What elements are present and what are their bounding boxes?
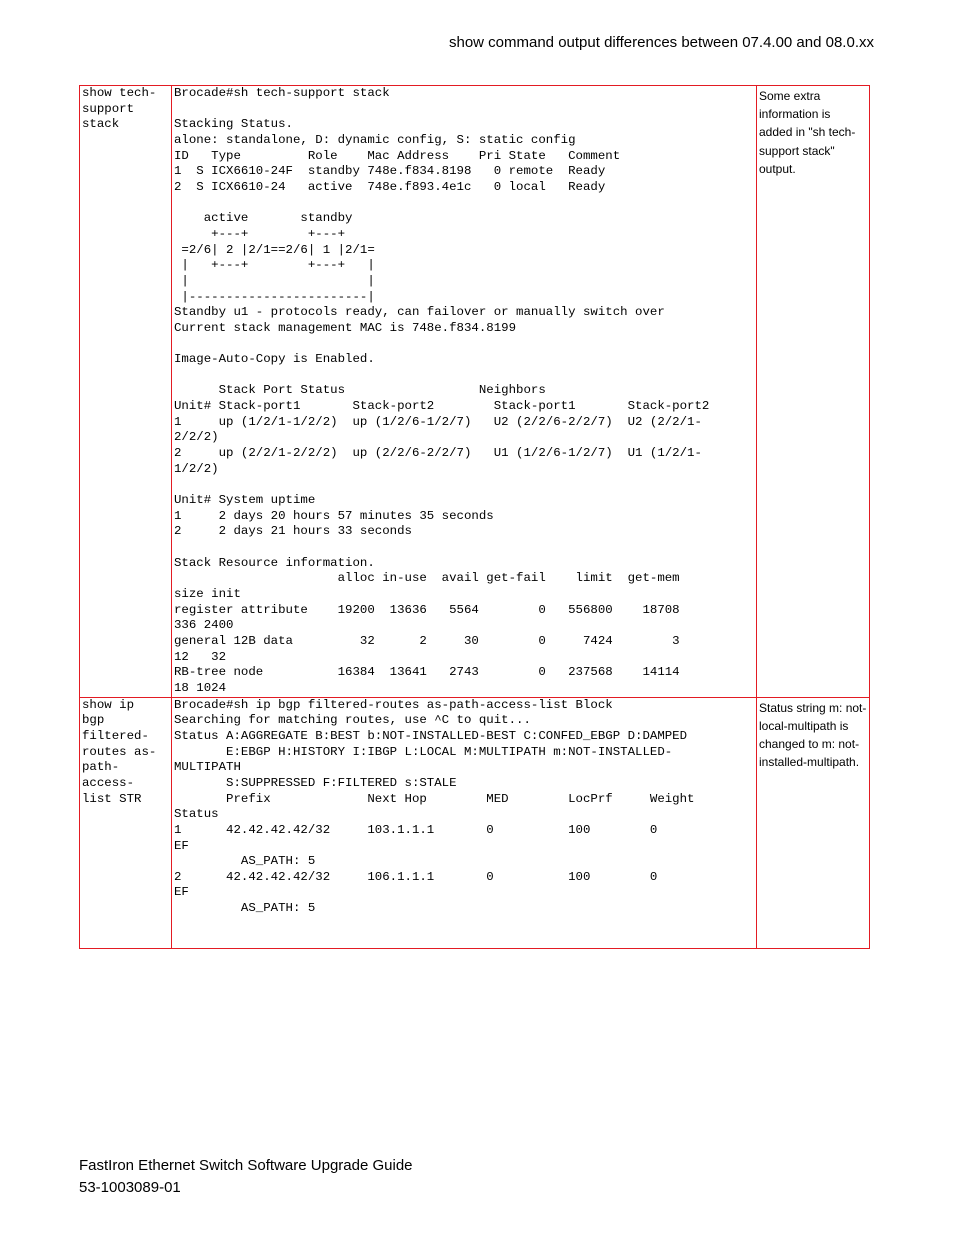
command-name: show ip bgp filtered- routes as- path- access- list STR xyxy=(82,697,157,806)
table-row xyxy=(80,697,870,948)
output-cell xyxy=(172,86,757,698)
command-name: show tech- support stack xyxy=(82,86,157,132)
change-note: Some extra information is added in "sh tech-support stack" output. xyxy=(759,89,856,176)
command-cell xyxy=(80,86,172,698)
note-cell xyxy=(757,697,870,948)
footer-guide-title: FastIron Ethernet Switch Software Upgrade Guide xyxy=(79,1157,413,1174)
table-row xyxy=(80,86,870,698)
footer-doc-number: 53-1003089-01 xyxy=(79,1179,181,1196)
command-output: Brocade#sh ip bgp filtered-routes as-path-access-list Block Searching for matching routes, use ^C to quit... Status A:AGGREGATE B:BEST b:NOT-INSTALLED-BEST C:CONFED_EBGP D:DAMPED E:EBGP H:HISTORY I:IBGP L:LOCAL M:MULTIPATH m:NOT-INSTALLED- MULTIPATH S:SUPPRESSED F:FILTERED s:STALE Prefix Next Hop MED LocPrf Weight Status 1 42.42.42.42/32 103.1.1.1 0 100 0 EF AS_PATH: 5 2 42.42.42.42/32 106.1.1.1 0 100 0 EF AS_PATH: 5 xyxy=(174,697,695,916)
note-cell xyxy=(757,86,870,698)
page-header-title: show command output differences between 07.4.00 and 08.0.xx xyxy=(448,34,874,51)
output-cell xyxy=(172,697,757,948)
command-cell xyxy=(80,697,172,948)
change-note: Status string m: not-local-multipath is changed to m: not-installed-multipath. xyxy=(759,700,867,770)
command-comparison-table xyxy=(79,85,870,949)
command-output: Brocade#sh tech-support stack Stacking Status. alone: standalone, D: dynamic config, S: static config ID Type Role Mac Address Pri State Comment 1 S ICX6610-24F standby 748e.f834.8198 0 remote Ready 2 S ICX6610-24 active 748e.f893.4e1c 0 local Ready active standby +---+ +---+ =2/6| 2 |2/1==2/6| 1 |2/1= | +---+ +---+ | | | |------------------------| Standby u1 - protocols ready, can failover or manually switch over Current stack management MAC is 748e.f834.8199 Image-Auto-Copy is Enabled. Stack Port Status Neighbors Unit# Stack-port1 Stack-port2 Stack-port1 Stack-port2 1 up (1/2/1-1/2/2) up (1/2/6-1/2/7) U2 (2/2/6-2/2/7) U2 (2/2/1- 2/2/2) 2 up (2/2/1-2/2/2) up (2/2/6-2/2/7) U1 (1/2/6-1/2/7) U1 (1/2/1- 1/2/2) Unit# System uptime 1 2 days 20 hours 57 minutes 35 seconds 2 2 days 21 hours 33 seconds Stack Resource information. alloc in-use avail get-fail limit get-mem size init register attribute 19200 13636 5564 0 556800 18708 336 2400 general 12B data 32 2 30 0 7424 3 12 32 RB-tree node 16384 13641 2743 0 237568 14114 18 1024 xyxy=(174,86,710,695)
page-footer xyxy=(79,1155,413,1199)
